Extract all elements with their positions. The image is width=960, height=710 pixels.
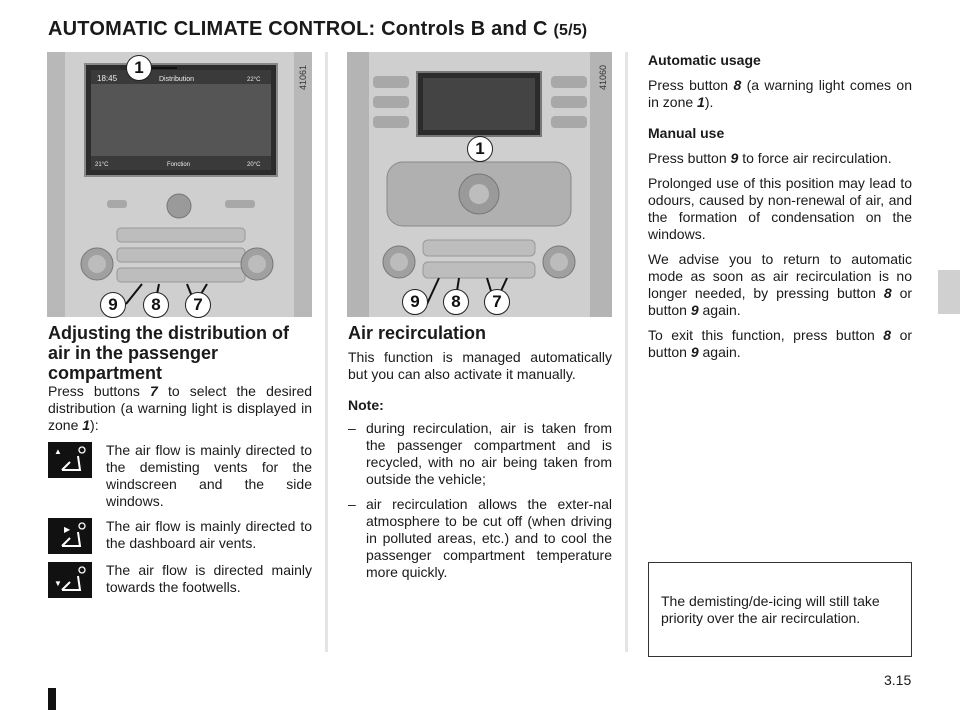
recirculation-note-label bbox=[348, 397, 612, 414]
dashboard-console-illustration bbox=[347, 52, 612, 317]
screen-temp-right-bottom: 20°C bbox=[247, 162, 261, 168]
column-recirculation bbox=[348, 323, 612, 589]
recirculation-bullet-2 bbox=[348, 496, 612, 581]
callout-1-right: 1 bbox=[467, 136, 493, 162]
priority-note-box bbox=[648, 562, 912, 657]
callout-8-left: 8 bbox=[143, 292, 169, 318]
bullet-text-2: air recirculation allows the exter-nal atmosphere to be cut off (when driving in polluted areas, etc.) and to cool the passenger compartment temperature more quickly. bbox=[366, 496, 612, 580]
airflow-item-dashboard bbox=[48, 518, 312, 554]
bullet-dash: – bbox=[348, 496, 356, 512]
airflow-item-footwell bbox=[48, 562, 312, 598]
intro-post: ): bbox=[90, 417, 99, 433]
figure-right-code: 41060 bbox=[598, 64, 608, 90]
screen-temp-right: 22°C bbox=[247, 77, 261, 83]
manual-heading bbox=[648, 125, 912, 142]
page-title bbox=[48, 18, 587, 41]
callout-1-left: 1 bbox=[126, 55, 152, 81]
auto-pre: Press button bbox=[648, 77, 729, 93]
corner-mark bbox=[48, 688, 56, 710]
airflow-footwell-text: The air flow is directed mainly towards the footwells. bbox=[106, 562, 312, 595]
bullet-dash: – bbox=[348, 420, 356, 436]
auto-button-ref: 8 bbox=[733, 77, 742, 93]
column-divider-1 bbox=[325, 52, 328, 652]
callout-7-right: 7 bbox=[484, 289, 510, 315]
prolonged-use-paragraph: Prolonged use of this position may lead to odours, caused by non-renewal of air, and the formation of condensation on the windows. bbox=[648, 175, 912, 242]
exit-post: again. bbox=[702, 344, 741, 360]
auto-heading bbox=[648, 52, 912, 69]
column-distribution bbox=[48, 323, 312, 606]
manual-post: to force air recirculation. bbox=[742, 150, 892, 166]
auto-mid: (a warning light comes on in zone bbox=[648, 77, 912, 110]
auto-heading-text: Automatic usage bbox=[648, 52, 761, 68]
auto-paragraph bbox=[648, 77, 912, 111]
column-divider-2 bbox=[625, 52, 628, 652]
recirculation-intro: This function is managed automatically but you can also activate it manually. bbox=[348, 349, 612, 382]
advice-pre: We advise you to return to automatic mode as soon as air recirculation is no longer needed, by pressing button bbox=[648, 251, 912, 301]
distribution-intro bbox=[48, 383, 312, 434]
callout-9-right: 9 bbox=[402, 289, 428, 315]
advice-mid: or button bbox=[648, 285, 913, 318]
exit-button-ref-1: 8 bbox=[883, 327, 892, 343]
exit-mid: or button bbox=[648, 327, 913, 360]
advice-button-ref-1: 8 bbox=[883, 285, 892, 301]
screen-temp-left: 21°C bbox=[95, 162, 109, 168]
airflow-item-windscreen bbox=[48, 442, 312, 510]
figure-left-code: 41061 bbox=[298, 64, 308, 90]
manual-paragraph bbox=[648, 150, 912, 167]
screen-time: 18:45 bbox=[97, 74, 118, 83]
figure-right-photo bbox=[347, 52, 612, 317]
callout-7-left: 7 bbox=[185, 292, 211, 318]
callout-8-right: 8 bbox=[443, 289, 469, 315]
svg-text:▲: ▲ bbox=[54, 447, 62, 456]
airflow-footwell-icon bbox=[48, 562, 92, 598]
title-fraction: (5/5) bbox=[553, 22, 588, 39]
exit-pre: To exit this function, press button bbox=[648, 327, 875, 343]
auto-post: ). bbox=[704, 94, 714, 110]
callout-9-left: 9 bbox=[100, 292, 126, 318]
screen-function: Fonction bbox=[167, 162, 191, 168]
intro-pre: Press buttons bbox=[48, 383, 140, 399]
page-number: 3.15 bbox=[884, 672, 912, 688]
chapter-tab bbox=[938, 270, 960, 314]
priority-note-text: The demisting/de-icing will still take priority over the air recirculation. bbox=[661, 593, 880, 626]
column-usage bbox=[648, 52, 912, 369]
title-text: AUTOMATIC CLIMATE CONTROL: Controls B and C bbox=[48, 18, 548, 40]
advice-post: again. bbox=[702, 302, 741, 318]
manual-heading-text: Manual use bbox=[648, 125, 725, 141]
auto-zone-ref: 1 bbox=[697, 94, 705, 110]
distribution-heading: Adjusting the distribution of air in the passenger compartment bbox=[48, 323, 289, 383]
note-label-text: Note: bbox=[348, 397, 384, 413]
svg-text:▼: ▼ bbox=[54, 579, 62, 588]
figure-left-photo bbox=[47, 52, 312, 317]
manual-pre: Press button bbox=[648, 150, 727, 166]
manual-button-ref: 9 bbox=[730, 150, 739, 166]
advice-paragraph bbox=[648, 251, 912, 319]
intro-zone-ref: 1 bbox=[82, 417, 91, 433]
screen-label: Distribution bbox=[159, 76, 195, 83]
airflow-windscreen-text: The air flow is mainly directed to the demisting vents for the windscreen and the side windows. bbox=[106, 442, 312, 509]
airflow-dashboard-icon bbox=[48, 518, 92, 554]
dashboard-touchscreen-illustration bbox=[47, 52, 312, 317]
exit-paragraph bbox=[648, 327, 912, 361]
exit-button-ref-2: 9 bbox=[690, 344, 699, 360]
airflow-windscreen-icon bbox=[48, 442, 92, 478]
recirculation-bullet-1 bbox=[348, 420, 612, 488]
intro-button-ref: 7 bbox=[150, 383, 158, 399]
bullet-text-1: during recirculation, air is taken from the passenger compartment and is recycled, with no air being taken from outside the vehicle; bbox=[366, 420, 612, 487]
svg-text:▶: ▶ bbox=[64, 525, 71, 534]
advice-button-ref-2: 9 bbox=[690, 302, 699, 318]
intro-mid: to select the desired distribution (a warning light is displayed in zone bbox=[48, 383, 313, 433]
airflow-dashboard-text: The air flow is mainly directed to the dashboard air vents. bbox=[106, 518, 312, 551]
recirculation-heading: Air recirculation bbox=[348, 323, 487, 343]
